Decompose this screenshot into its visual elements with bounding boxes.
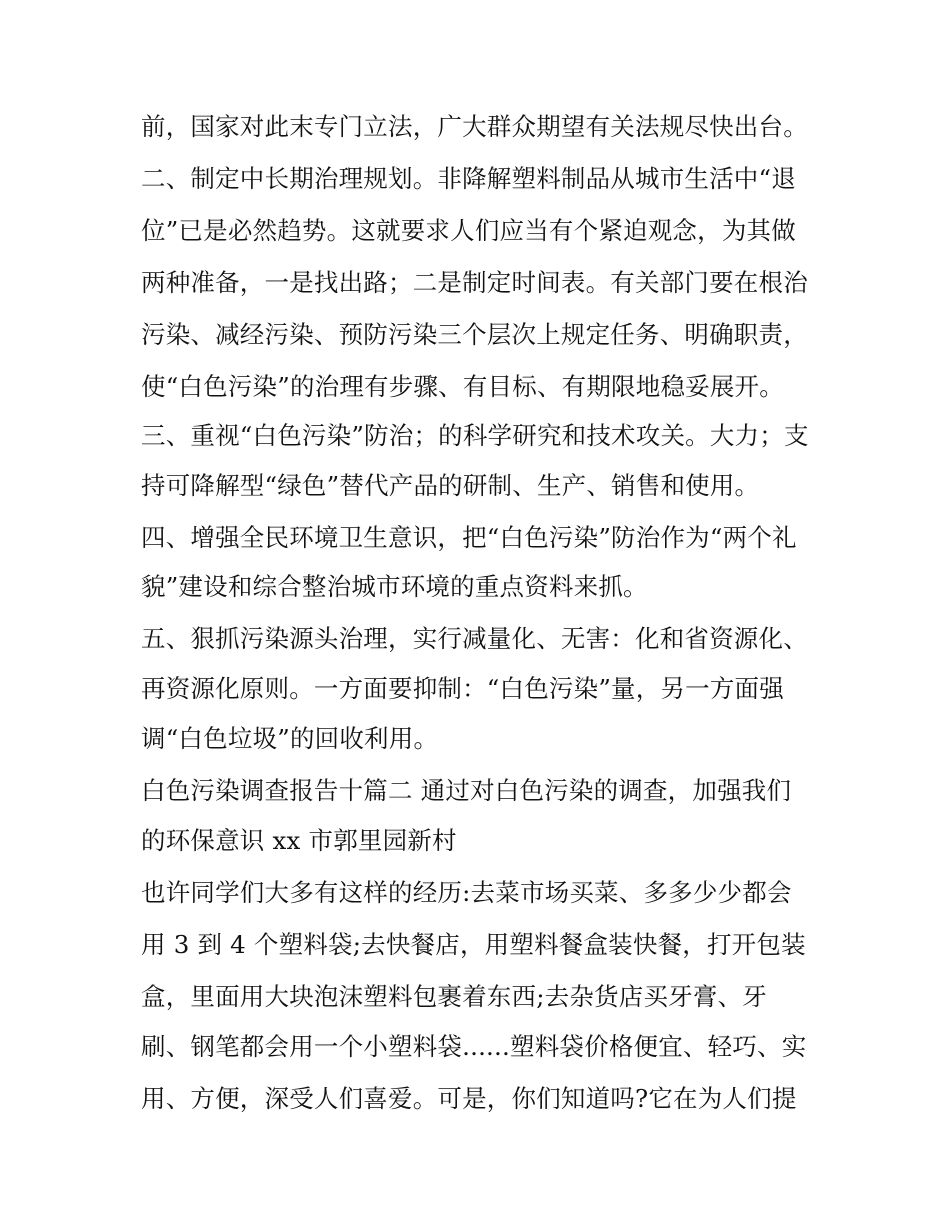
text-line: 三、重视“白色污染”防治；的科学研究和技术攻关。大力；支 xyxy=(141,421,809,450)
text-line: 污染、减经污染、预防污染三个层次上规定任务、明确职责， xyxy=(141,320,808,349)
text-line: 刷、钢笔都会用一个小塑料袋......塑料袋价格便宜、轻巧、实 xyxy=(141,1032,807,1061)
text-line: 前，国家对此末专门立法，广大群众期望有关法规尽快出台。 xyxy=(141,112,808,141)
text-line: 的环保意识 xx 市郭里园新村 xyxy=(141,826,457,855)
text-line: 用、方便，深受人们喜爱。可是，你们知道吗?它在为人们提 xyxy=(141,1084,797,1113)
text-line: 貌”建设和综合整治城市环境的重点资料来抓。 xyxy=(141,572,648,601)
text-line: 二、制定中长期治理规划。非降解塑料制品从城市生活中“退 xyxy=(141,164,796,193)
text-line: 盒，里面用大块泡沫塑料包裹着东西;去杂货店买牙膏、牙 xyxy=(141,982,767,1011)
text-line: 四、增强全民环境卫生意识，把“白色污染”防治作为“两个礼 xyxy=(141,523,797,552)
text-line: 持可降解型“绿色”替代产品的研制、生产、销售和使用。 xyxy=(141,471,760,500)
text-line: 白色污染调查报告十篇二 通过对白色污染的调查，加强我们 xyxy=(141,776,792,805)
text-line: 两种准备，一是找出路；二是制定时间表。有关部门要在根治 xyxy=(141,268,808,297)
text-line: 位”已是必然趋势。这就要求人们应当有个紧迫观念，为其做 xyxy=(141,216,796,245)
text-line: 五、狠抓污染源头治理，实行减量化、无害：化和省资源化、 xyxy=(141,624,808,653)
text-line: 用 3 到 4 个塑料袋;去快餐店，用塑料餐盒装快餐，打开包装 xyxy=(141,930,806,959)
text-line: 调“白色垃圾”的回收利用。 xyxy=(141,724,439,753)
text-line: 也许同学们大多有这样的经历:去菜市场买菜、多多少少都会 xyxy=(141,878,792,907)
text-line: 再资源化原则。一方面要抑制：“白色污染”量，另一方面强 xyxy=(141,674,784,703)
text-line: 使“白色污染”的治理有步骤、有目标、有期限地稳妥展开。 xyxy=(141,372,784,401)
